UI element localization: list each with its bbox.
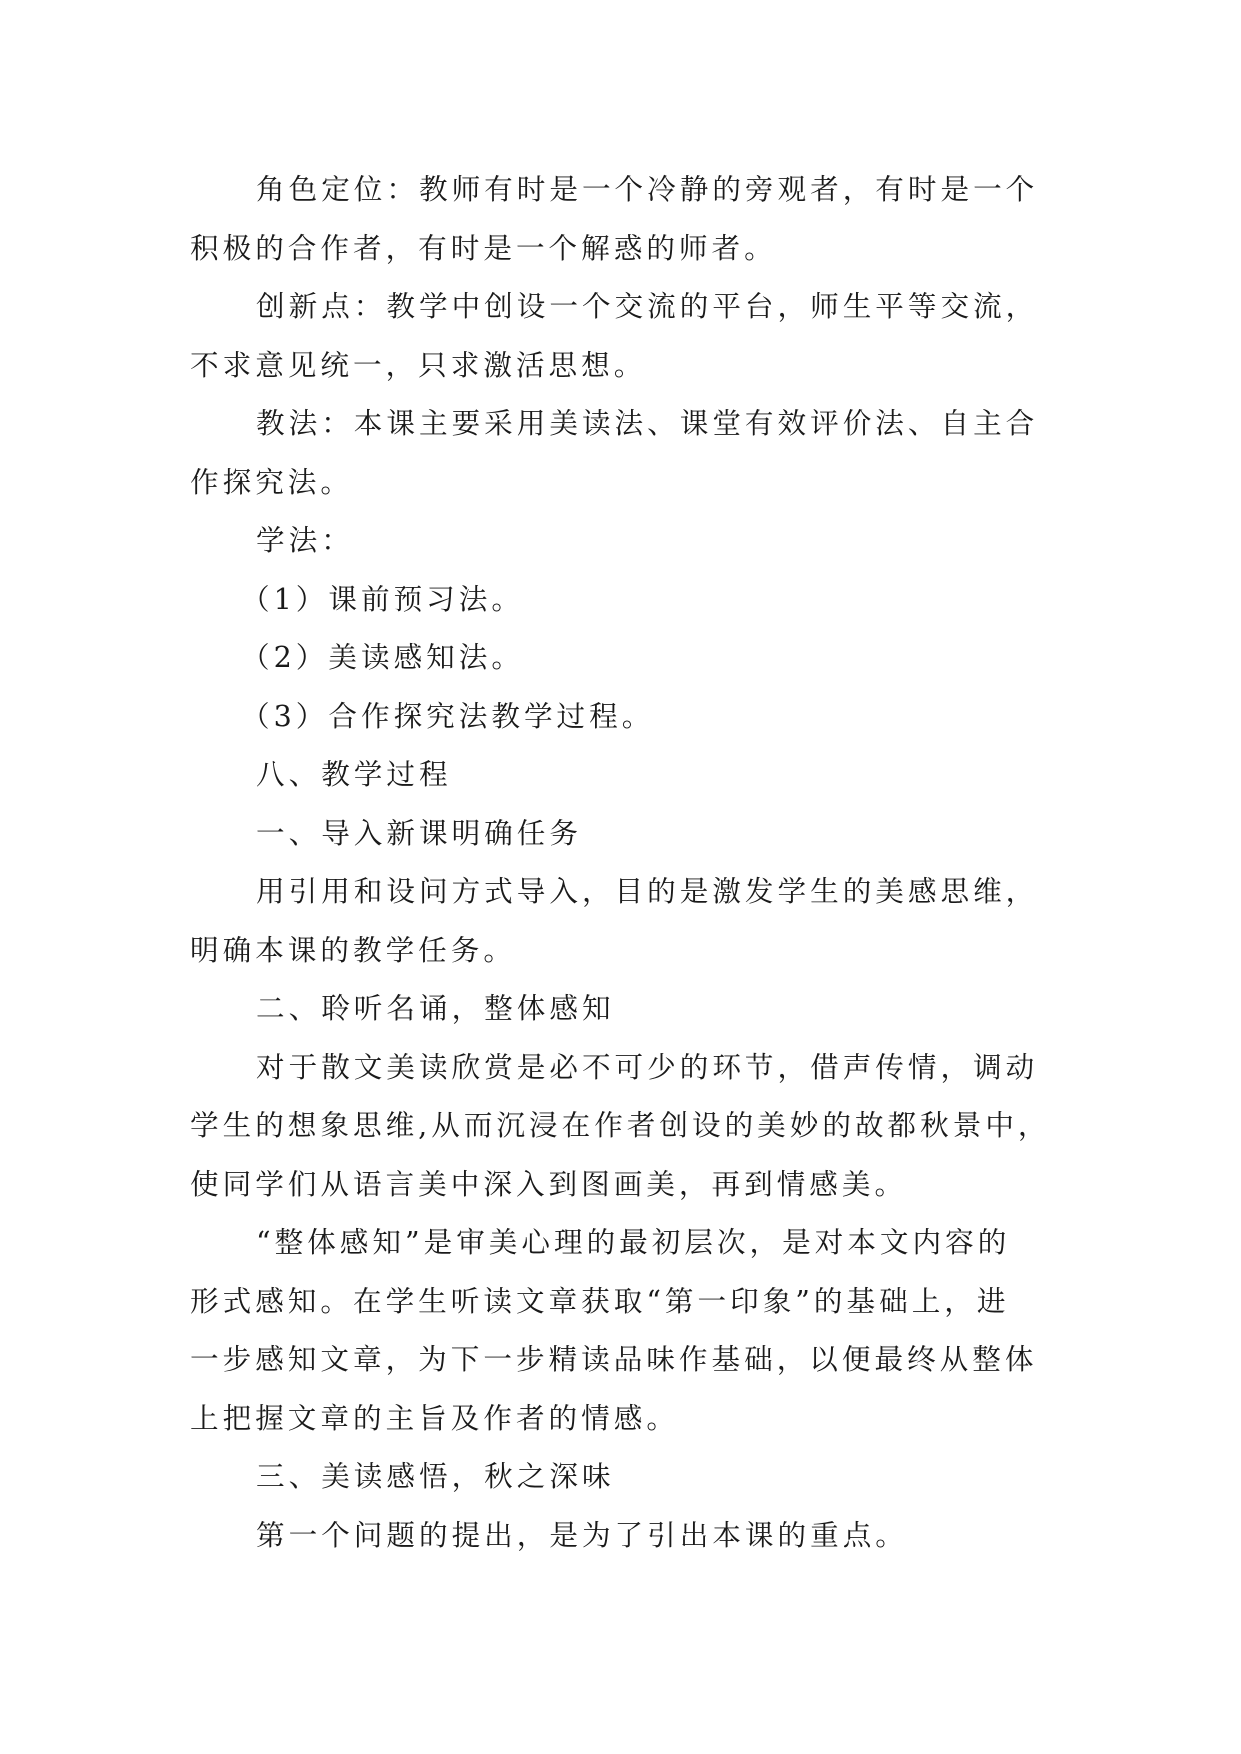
text-line: （1）课前预习法。	[241, 581, 524, 616]
text-line: 一步感知文章，为下一步精读品味作基础，以便最终从整体	[190, 1342, 1038, 1376]
text-line: 第一个问题的提出，是为了引出本课的重点。	[256, 1517, 908, 1552]
text-line: 使同学们从语言美中深入到图画美，再到情感美。	[190, 1166, 908, 1201]
paragraph-learning-method	[190, 511, 1051, 570]
document-page	[190, 160, 1051, 1564]
text-line: 作探究法。	[190, 464, 353, 499]
text-line: 学法：	[256, 523, 354, 557]
text-line: （2）美读感知法。	[241, 640, 524, 674]
text-line: 二、聆听名诵，整体感知	[256, 991, 615, 1025]
list-item-3	[190, 687, 1051, 746]
paragraph-prose-reading	[190, 1038, 1051, 1214]
text-line: 不求意见统一，只求激活思想。	[190, 347, 647, 382]
text-line: 一、导入新课明确任务	[256, 815, 582, 850]
text-line: 角色定位：教师有时是一个冷静的旁观者，有时是一个	[256, 172, 1039, 206]
paragraph-innovation	[190, 277, 1051, 394]
text-line: 学生的想象思维,从而沉浸在作者创设的美妙的故都秋景中，	[190, 1108, 1051, 1142]
text-line: 对于散文美读欣赏是必不可少的环节，借声传情，调动	[256, 1049, 1039, 1084]
paragraph-role-positioning	[190, 160, 1051, 277]
text-line: 用引用和设问方式导入，目的是激发学生的美感思维，	[256, 874, 1039, 908]
text-line: 积极的合作者，有时是一个解惑的师者。	[190, 230, 777, 265]
paragraph-teaching-method	[190, 394, 1051, 511]
paragraph-overall-perception	[190, 1213, 1051, 1447]
text-line: 三、美读感悟，秋之深味	[256, 1459, 615, 1493]
paragraph-first-question	[190, 1506, 1051, 1565]
text-line: 八、教学过程	[256, 757, 452, 791]
subheading-listening	[190, 979, 1051, 1038]
list-item-1	[190, 570, 1051, 629]
paragraph-introduction	[190, 862, 1051, 979]
text-line: “整体感知”是审美心理的最初层次，是对本文内容的	[256, 1225, 1011, 1259]
text-line: 形式感知。在学生听读文章获取“第一印象”的基础上，进	[190, 1283, 1010, 1318]
text-line: 上把握文章的主旨及作者的情感。	[190, 1400, 679, 1435]
text-line: 明确本课的教学任务。	[190, 932, 516, 967]
text-line: （3）合作探究法教学过程。	[241, 698, 655, 733]
list-item-2	[190, 628, 1051, 687]
subheading-introduction	[190, 804, 1051, 863]
text-line: 教法：本课主要采用美读法、课堂有效评价法、自主合	[256, 406, 1039, 440]
section-heading-teaching-process	[190, 745, 1051, 804]
subheading-autumn-flavor	[190, 1447, 1051, 1506]
text-line: 创新点：教学中创设一个交流的平台，师生平等交流，	[256, 289, 1039, 323]
